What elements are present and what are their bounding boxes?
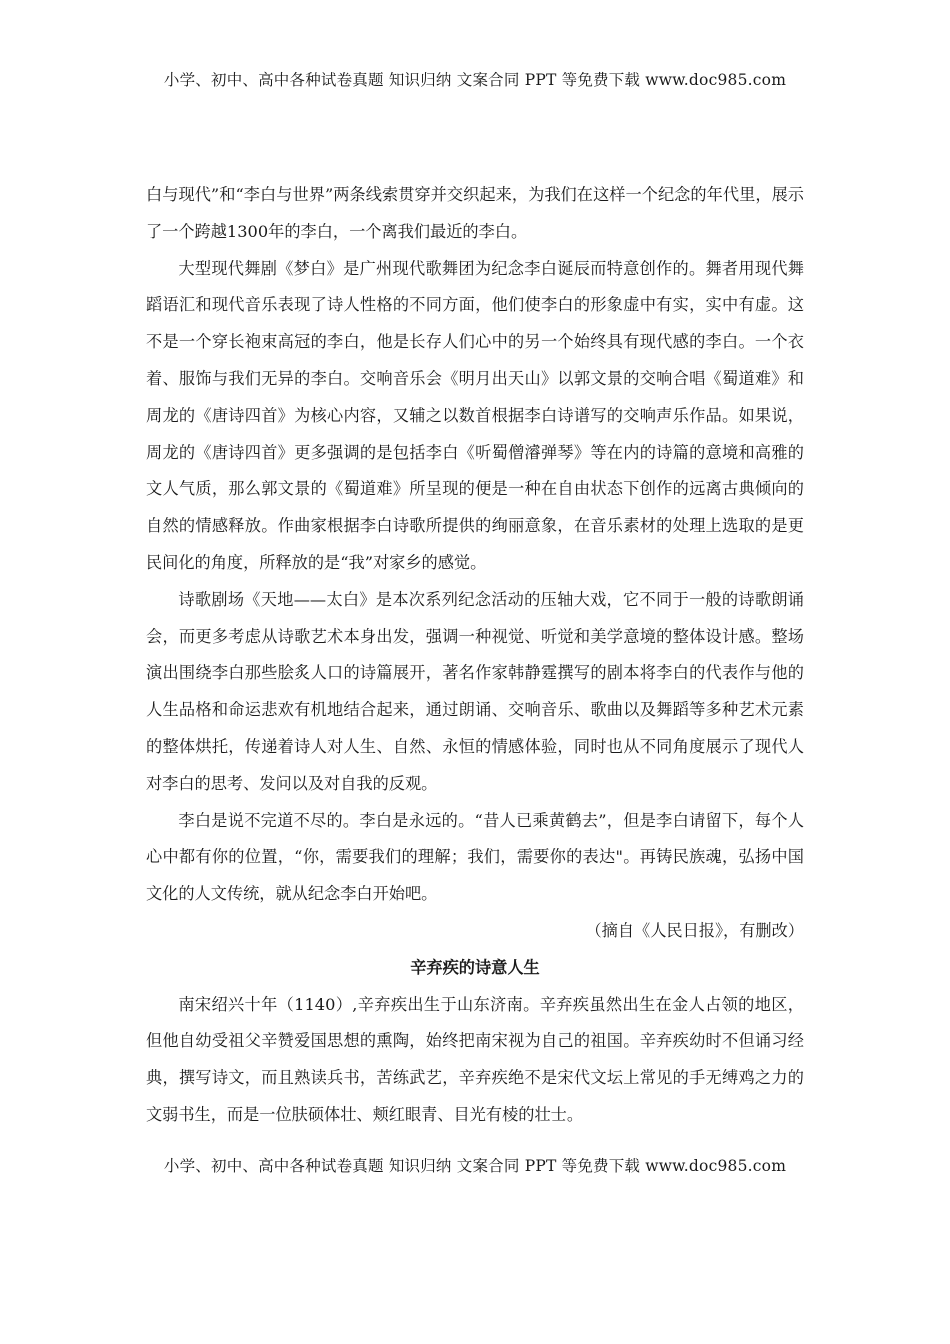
- page-header: 小学、初中、高中各种试卷真题 知识归纳 文案合同 PPT 等免费下载 www.doc985.com: [163, 71, 787, 89]
- paragraph-poetry-theater: 诗歌剧场《天地——太白》是本次系列纪念活动的压轴大戏，它不同于一般的诗歌朗诵会，而更多考虑从诗歌艺术本身出发，强调一种视觉、听觉和美学意境的整体设计感。整场演出围绕李白那些脍炙人口的诗篇展开，著名作家韩静霆撰写的剧本将李白的代表作与他的人生品格和命运悲欢有机地结合起来，通过朗诵、交响音乐、歌曲以及舞蹈等多种艺术元素的整体烘托，传递着诗人对人生、自然、永恒的情感体验，同时也从不同角度展示了现代人对李白的思考、发问以及对自我的反观。: [146, 589, 804, 793]
- paragraph-continuation: 白与现代”和“李白与世界”两条线索贯穿并交织起来，为我们在这样一个纪念的年代里，展示了一个跨越1300年的李白，一个离我们最近的李白。: [146, 185, 804, 241]
- document-body: [146, 177, 804, 1134]
- page-footer: 小学、初中、高中各种试卷真题 知识归纳 文案合同 PPT 等免费下载 www.doc985.com: [163, 1157, 787, 1175]
- paragraph-conclusion: 李白是说不完道不尽的。李白是永远的。“昔人已乘黄鹤去”，但是李白请留下，每个人心中都有你的位置，“你，需要我们的理解；我们，需要你的表达"。再铸民族魂，弘扬中国文化的人文传统，就从纪念李白开始吧。: [146, 810, 804, 904]
- article-source: （摘自《人民日报》，有删改）: [585, 920, 804, 940]
- paragraph-xin-qiji-intro: 南宋绍兴十年（1140）,辛弃疾出生于山东济南。辛弃疾虽然出生在金人占领的地区，但他自幼受祖父辛赞爱国思想的熏陶，始终把南宋视为自己的祖国。辛弃疾幼时不但诵习经典，撰写诗文，而且熟读兵书，苦练武艺，辛弃疾绝不是宋代文坛上常见的手无缚鸡之力的文弱书生，而是一位肤硕体壮、颊红眼青、目光有棱的壮士。: [146, 994, 804, 1124]
- paragraph-dance-drama: 大型现代舞剧《梦白》是广州现代歌舞团为纪念李白诞辰而特意创作的。舞者用现代舞蹈语汇和现代音乐表现了诗人性格的不同方面，他们使李白的形象虚中有实，实中有虚。这不是一个穿长袍束高冠的李白，他是长存人们心中的另一个始终具有现代感的李白。一个衣着、服饰与我们无异的李白。交响音乐会《明月出天山》以郭文景的交响合唱《蜀道难》和周龙的《唐诗四首》为核心内容，又辅之以数首根据李白诗谱写的交响声乐作品。如果说，周龙的《唐诗四首》更多强调的是包括李白《听蜀僧濬弹琴》等在内的诗篇的意境和高雅的文人气质，那么郭文景的《蜀道难》所呈现的便是一种在自由状态下创作的远离古典倾向的自然的情感释放。作曲家根据李白诗歌所提供的绚丽意象，在音乐素材的处理上选取的是更民间化的角度，所释放的是“我”对家乡的感觉。: [146, 258, 804, 572]
- article-title: 辛弃疾的诗意人生: [410, 957, 540, 977]
